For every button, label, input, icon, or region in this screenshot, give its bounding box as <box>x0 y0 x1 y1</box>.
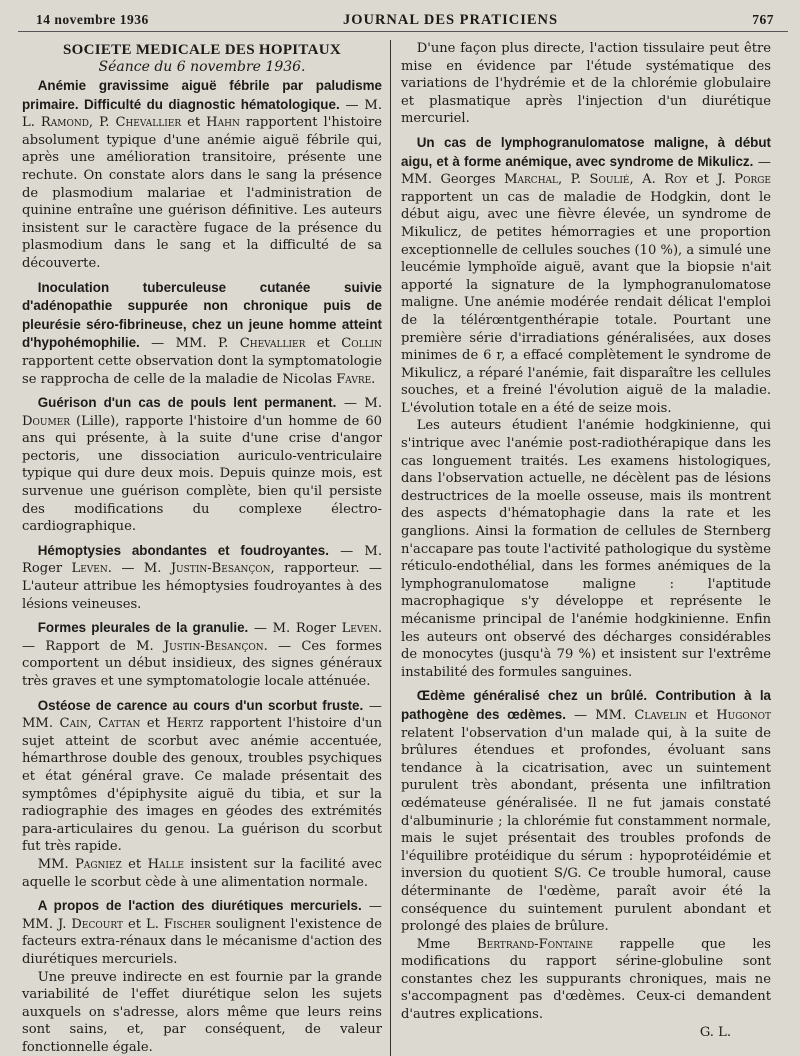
author-name: Justin-Besançon <box>171 561 271 576</box>
author-name: Hugonot <box>716 708 771 723</box>
article-body: rapportent cette observation dont la symptomatologie se rapprocha de celle de la maladie de Nicolas <box>22 354 382 387</box>
article-title: A propos de l'action des diurétiques mercuriels. <box>38 898 362 913</box>
article-title: Guérison d'un cas de pouls lent permanent. <box>38 395 337 410</box>
article-title: Formes pleurales de la granulie. <box>38 620 249 635</box>
author-name: Hahn <box>206 115 240 130</box>
author-name: Decourt <box>71 917 123 932</box>
author-name: Porge <box>734 172 771 187</box>
article-body: , rapporteur. — L'auteur attribue les hémoptysies foudroyantes à des lésions veineuses. <box>22 561 382 611</box>
author-name: Soulié <box>589 172 629 187</box>
society-title: SOCIETE MEDICALE DES HOPITAUX <box>22 42 382 59</box>
article-body: soulignent l'existence de facteurs extra-rénaux dans le mécanisme d'action des diurétiques mercuriels. <box>22 917 382 967</box>
signature-line <box>401 1024 771 1042</box>
article-body: rapportent l'histoire absolument typique d'une anémie aiguë fébrile qui, après une amélioration transitoire, présente une rechute. On constate alors dans le sang la présence de plasmodium malariae et l'administration de quinine entraîne une guérison définitive. Les auteurs insistent sur le caractère fugace de la présence du plasmodium dans le sang et la difficulté de sa découverte. <box>22 115 382 271</box>
seance-date: Séance du 6 novembre 1936. <box>22 59 382 75</box>
article-title: Inoculation tuberculeuse cutanée suivie d'adénopathie suppurée non chronique puis de pleurésie séro-fibrineuse, chez un jeune homme atteint d'hypohémophilie. <box>22 280 382 351</box>
article-lymphogranulomatose: Un cas de lymphogranulomatose maligne, à début aigu, et à forme anémique, avec syndrome de Mikulicz. — MM. Georges Marchal, P. Soulié, A. Roy et J. Porge rapportent un cas de maladie de Hodgkin, dont le début aigu, avec une fièvre élevée, un syndrome de Mikulicz, de petites hémorragies et une proportion exceptionnelle de cellules souches (10 %), a simulé une leucémie lymphoïde aiguë, avant que la biopsie n'ait apporté la signature de la lymphogranulomatose maligne. Une anémie modérée rendait délicat l'emploi de la télérœntgenthérapie totale. Pourtant une première série d'irradiations généralisées, aux doses minimes de 6 r, a effacé complètement le syndrome de Mikulicz, a réparé l'anémie, fait disparaître les cellules souches, et a freiné l'évolution aiguë de la maladie. L'évolution totale en a été de seize mois. Les auteurs étudient l'anémie hodgkinienne, qui s'intrique avec l'anémie post-radiothérapique dans les cas longuement traités. Les examens histologiques, dans l'observation actuelle, ne décèlent pas de lésions destructrices de la moelle osseuse, mais ils montrent des aspects d'hématophagie dans la rate et les ganglions. Ainsi la formation de cellules de Sternberg n'accapare pas toute l'activité pathologique du système réticulo-endothélial, dans les formes anémiques de la lymphogranulomatose maligne : l'aptitude macrophagique s'y développe et représente le mécanisme principal de l'anémie hodgkinienne. Enfin les auteurs ont observé des décharges considérables de monocytes (jusqu'à 79 %) et insistent sur l'extrême instabilité des formules sanguines. <box>401 134 771 681</box>
article-osteose: Ostéose de carence au cours d'un scorbut fruste. — MM. Cain, Cattan et Hertz rapportent l'histoire d'un sujet atteint de scorbut avec anémie accentuée, hémarthrose double des genoux, troubles psychiques et état général grave. Ce malade présentait des symptômes d'épiphysite aiguë du tibia, et sur la radiographie des images en géodes des extrémités para-articulaires du genou. La guérison du scorbut fut très rapide. MM. Pagniez et Halle insistent sur la facilité avec aquelle le scorbut cède à une alimentation normale. <box>22 697 382 892</box>
author-name: Clavelin <box>634 708 687 723</box>
header-page-number: 767 <box>752 12 774 28</box>
article-body: rappelle que les modifications du rapport sérine-globuline sont constantes chez les suppurants chroniques, mais ne s'accompagnent pas d'œdèmes. Ceux-ci demandent d'autres explications. <box>401 937 771 1022</box>
author-name: Halle <box>148 857 184 872</box>
article-diuretiques: A propos de l'action des diurétiques mercuriels. — MM. J. Decourt et L. Fischer soulignent l'existence de facteurs extra-rénaux dans le mécanisme d'action des diurétiques mercuriels. Une preuve indirecte en est fournie par la grande variabilité de l'effet diurétique selon les sujets auxquels on s'adresse, alors même que leurs reins sont sains, et, par conséquent, de valeur fonctionnelle égale. <box>22 897 382 1056</box>
right-column <box>391 40 771 1056</box>
author-name: Cain <box>60 716 88 731</box>
author-name: Bertrand-Fontaine <box>477 937 593 952</box>
author-name: Leven <box>72 561 108 576</box>
author-name: Leven <box>342 621 378 636</box>
author-name: Favre <box>336 372 371 387</box>
author-name: Marchal <box>504 172 558 187</box>
article-anemie: Anémie gravissime aiguë fébrile par paludisme primaire. Difficulté du diagnostic hématologique. — M. L. Ramond, P. Chevallier et Hahn rapportent l'histoire absolument typique d'une anémie aiguë fébrile qui, après une amélioration transitoire, présente une rechute. On constate alors dans le sang la présence de plasmodium malariae et l'administration de quinine entraîne une guérison définitive. Les auteurs insistent sur le caractère fugace de la présence du plasmodium dans le sang et la difficulté de sa découverte. <box>22 77 382 273</box>
article-body: rapportent l'histoire d'un sujet atteint de scorbut avec anémie accentuée, hémarthrose double des genoux, troubles psychiques et état général grave. Ce malade présentait des symptômes d'épiphysite aiguë du tibia, et sur la radiographie des images en géodes des extrémités para-articulaires du genou. La guérison du scorbut fut très rapide. <box>22 716 382 854</box>
article-title: Ostéose de carence au cours d'un scorbut fruste. <box>38 698 364 713</box>
author-name: Collin <box>341 336 382 351</box>
author-name: Chevallier <box>115 115 181 130</box>
author-name: Pagniez <box>75 857 122 872</box>
article-body: D'une façon plus directe, l'action tissulaire peut être mise en évidence par l'étude systématique des variations de l'hydrémie et de la chlorémie globulaire et plasmatique après l'injection d'un diurétique mercuriel. <box>401 40 771 128</box>
article-body: Une preuve indirecte en est fournie par la grande variabilité de l'effet diurétique selon les sujets auxquels on s'adresse, alors même que leurs reins sont sains, et, par conséquent, de valeur fonctionnelle égale. <box>22 969 382 1056</box>
header-journal-title: JOURNAL DES PRATICIENS <box>343 12 558 29</box>
article-granulie: Formes pleurales de la granulie. — M. Roger Leven. — Rapport de M. Justin-Besançon. — Ces formes comportent un début insidieux, des signes généraux très graves et une symptomatologie locale atténuée. <box>22 619 382 690</box>
article-hemoptysies: Hémoptysies abondantes et foudroyantes. — M. Roger Leven. — M. Justin-Besançon, rapporteur. — L'auteur attribue les hémoptysies foudroyantes à des lésions veineuses. <box>22 542 382 613</box>
article-body: Les auteurs étudient l'anémie hodgkinienne, qui s'intrique avec l'anémie post-radiothérapique dans les cas longuement traités. Les examens histologiques, dans l'observation actuelle, ne décèlent pas de lésions destructrices de la moelle osseuse, mais ils montrent des aspects d'hématophagie dans la rate et les ganglions. Ainsi la formation de cellules de Sternberg n'accapare pas toute l'activité pathologique du système réticulo-endothélial, dans les formes anémiques de la lymphogranulomatose maligne : l'aptitude macrophagique s'y développe et représente le mécanisme principal de l'anémie hodgkinienne. Enfin les auteurs ont observé des décharges considérables de monocytes (jusqu'à 79 %) et insistent sur l'extrême instabilité des formules sanguines. <box>401 417 771 681</box>
author-name: Justin-Besançon <box>164 639 264 654</box>
page-header <box>18 12 788 32</box>
header-date: 14 novembre 1936 <box>36 12 149 28</box>
author-name: Cattan <box>98 716 140 731</box>
author-name: Fischer <box>164 917 211 932</box>
author-name: Doumer <box>22 414 70 429</box>
article-title: Hémoptysies abondantes et foudroyantes. <box>38 543 329 558</box>
author-name: Ramond <box>41 115 89 130</box>
article-body: rapportent un cas de maladie de Hodgkin, dont le début aigu, avec une fièvre élevée, un syndrome de Mikulicz, de petites hémorragies et une proportion exceptionnelle de cellules souches (10 %), a simulé une leucémie lymphoïde aiguë, avant que la biopsie n'ait apporté la signature de la lymphogranulomatose maligne. Une anémie modérée rendait délicat l'emploi de la télérœntgenthérapie totale. Pourtant une première série d'irradiations généralisées, aux doses minimes de 6 r, a effacé complètement le syndrome de Mikulicz, a réparé l'anémie, fait disparaître les cellules souches, et a freiné l'évolution aiguë de la maladie. L'évolution totale en a été de seize mois. <box>401 190 771 416</box>
article-title: Un cas de lymphogranulomatose maligne, à début aigu, et à forme anémique, avec syndrome de Mikulicz. <box>401 135 771 169</box>
author-name: Chevallier <box>240 336 306 351</box>
article-pouls-lent: Guérison d'un cas de pouls lent permanent. — M. Doumer (Lille), rapporte l'histoire d'un homme de 60 ans qui présente, à la suite d'une crise d'angor pectoris, une dissociation auriculo-ventriculaire typique qui dure deux mois. Depuis quinze mois, est survenue une guérison complète, bien qu'il persiste des modifications du complexe électro-cardiographique. <box>22 394 382 536</box>
author-signature: G. L. <box>700 1024 771 1042</box>
left-column <box>18 40 386 1056</box>
article-body: insistent sur la facilité avec aquelle le scorbut cède à une alimentation normale. <box>22 857 382 890</box>
article-body: (Lille), rapporte l'histoire d'un homme de 60 ans qui présente, à la suite d'une crise d'angor pectoris, une dissociation auriculo-ventriculaire typique qui dure deux mois. Depuis quinze mois, est survenue une guérison complète, bien qu'il persiste des modifications du complexe électro-cardiographique. <box>22 414 382 535</box>
author-name: Hertz <box>166 716 203 731</box>
article-inoculation: Inoculation tuberculeuse cutanée suivie d'adénopathie suppurée non chronique puis de pleurésie séro-fibrineuse, chez un jeune homme atteint d'hypohémophilie. — MM. P. Chevallier et Collin rapportent cette observation dont la symptomatologie se rapprocha de celle de la maladie de Nicolas Favre. <box>22 279 382 389</box>
article-oedeme: Œdème généralisé chez un brûlé. Contribution à la pathogène des œdèmes. — MM. Clavelin et Hugonot relatent l'observation d'un malade qui, à la suite de brûlures étendues et profondes, évoluant sans tendance à la cicatrisation, avec un suintement purulent très abondant, présenta une infiltration œdémateuse généralisée. Il ne fut jamais constaté d'albuminurie ; la chlorémie fut constamment normale, mais le sujet présentait des troubles profonds de l'équilibre protéidique du sérum : hypoprotéidémie et inversion du quotient S/G. Ce trouble humoral, cause déterminante de l'œdème, paraît avoir été la conséquence du suintement purulent abondant et prolongé des plaies de brûlure. Mme Bertrand-Fontaine rappelle que les modifications du rapport sérine-globuline sont constantes chez les suppurants chroniques, mais ne s'accompagnent pas d'œdèmes. Ceux-ci demandent d'autres explications. G. L. <box>401 687 771 1041</box>
two-column-body <box>18 40 788 1056</box>
article-body: relatent l'observation d'un malade qui, à la suite de brûlures étendues et profondes, évoluant sans tendance à la cicatrisation, avec un suintement purulent très abondant, présenta une infiltration œdémateuse généralisée. Il ne fut jamais constaté d'albuminurie ; la chlorémie fut constamment normale, mais le sujet présentait des troubles profonds de l'équilibre protéidique du sérum : hypoprotéidémie et inversion du quotient S/G. Ce trouble humoral, cause déterminante de l'œdème, paraît avoir été la conséquence du suintement purulent abondant et prolongé des plaies de brûlure. <box>401 726 771 935</box>
author-name: Roy <box>664 172 687 187</box>
article-title: Œdème généralisé chez un brûlé. Contribution à la pathogène des œdèmes. <box>401 688 771 722</box>
article-title: Anémie gravissime aiguë fébrile par paludisme primaire. Difficulté du diagnostic hématologique. <box>22 78 382 112</box>
article-body: . — Ces formes comportent un début insidieux, des signes généraux très graves et une symptomatologie locale atténuée. <box>22 639 382 689</box>
